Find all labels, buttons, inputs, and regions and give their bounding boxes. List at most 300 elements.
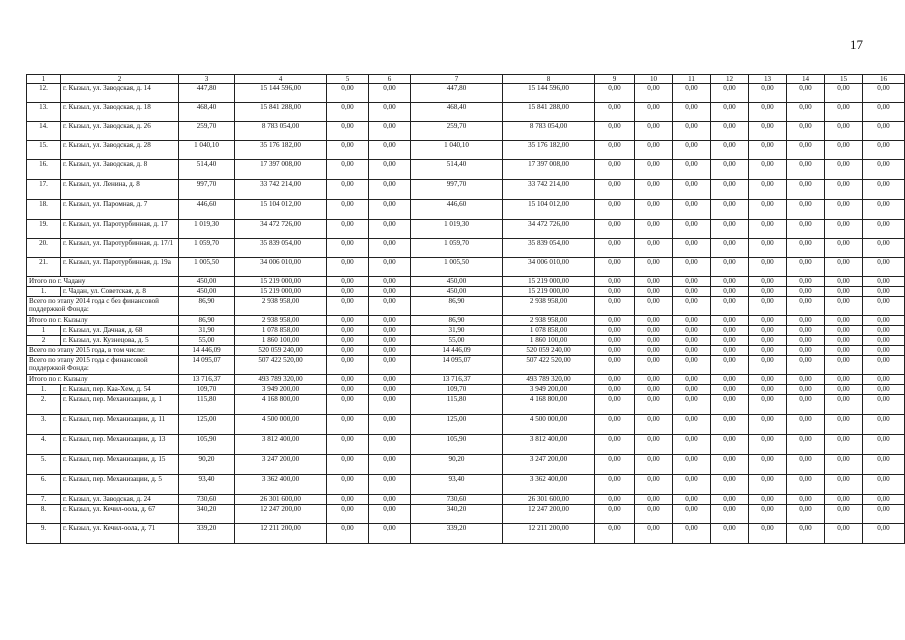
value-cell: 0,00 (369, 415, 411, 435)
value-cell: 0,00 (787, 287, 825, 297)
value-cell: 0,00 (635, 160, 673, 180)
value-cell: 0,00 (635, 220, 673, 239)
subtotal-row (27, 356, 905, 375)
value-cell: 86,90 (179, 316, 235, 326)
value-cell: 0,00 (673, 103, 711, 122)
value-cell: 0,00 (673, 385, 711, 395)
value-cell: 0,00 (863, 180, 905, 200)
value-cell: 109,70 (179, 385, 235, 395)
table-row (27, 336, 905, 346)
value-cell: 0,00 (863, 287, 905, 297)
value-cell: 0,00 (711, 316, 749, 326)
value-cell: 0,00 (711, 356, 749, 375)
value-cell: 0,00 (673, 239, 711, 258)
value-cell: 0,00 (711, 160, 749, 180)
row-number: 2 (27, 336, 61, 346)
value-cell: 0,00 (595, 258, 635, 277)
value-cell: 0,00 (825, 455, 863, 475)
value-cell: 0,00 (595, 277, 635, 287)
value-cell: 0,00 (595, 180, 635, 200)
value-cell: 15 841 288,00 (503, 103, 595, 122)
value-cell: 26 301 600,00 (235, 495, 327, 505)
value-cell: 0,00 (673, 356, 711, 375)
value-cell: 0,00 (595, 326, 635, 336)
value-cell: 0,00 (635, 505, 673, 524)
address-cell: г. Кызыл, ул. Дачная, д. 68 (61, 326, 179, 336)
value-cell: 0,00 (787, 356, 825, 375)
value-cell: 0,00 (673, 435, 711, 455)
value-cell: 1 078 858,00 (235, 326, 327, 336)
subtotal-row (27, 346, 905, 356)
value-cell: 0,00 (595, 103, 635, 122)
value-cell: 0,00 (673, 455, 711, 475)
value-cell: 0,00 (749, 435, 787, 455)
value-cell: 0,00 (369, 141, 411, 160)
value-cell: 35 176 182,00 (235, 141, 327, 160)
value-cell: 15 104 012,00 (235, 200, 327, 220)
value-cell: 17 397 008,00 (503, 160, 595, 180)
value-cell: 4 500 000,00 (503, 415, 595, 435)
table-row (27, 103, 905, 122)
value-cell: 3 812 400,00 (235, 435, 327, 455)
value-cell: 115,80 (411, 395, 503, 415)
value-cell: 0,00 (635, 346, 673, 356)
value-cell: 0,00 (711, 84, 749, 103)
value-cell: 0,00 (327, 287, 369, 297)
value-cell: 0,00 (749, 287, 787, 297)
value-cell: 0,00 (787, 84, 825, 103)
header-cell: 13 (749, 75, 787, 84)
value-cell: 0,00 (863, 316, 905, 326)
value-cell: 0,00 (711, 475, 749, 495)
value-cell: 0,00 (863, 455, 905, 475)
value-cell: 0,00 (635, 524, 673, 544)
value-cell: 0,00 (327, 356, 369, 375)
value-cell: 0,00 (369, 524, 411, 544)
row-number: 17. (27, 180, 61, 200)
value-cell: 15 144 596,00 (235, 84, 327, 103)
value-cell: 0,00 (673, 180, 711, 200)
value-cell: 0,00 (749, 395, 787, 415)
value-cell: 0,00 (327, 297, 369, 316)
page-number: 17 (850, 37, 863, 52)
value-cell: 0,00 (673, 475, 711, 495)
value-cell: 2 938 958,00 (503, 316, 595, 326)
row-number: 5. (27, 455, 61, 475)
header-cell: 6 (369, 75, 411, 84)
row-number: 21. (27, 258, 61, 277)
value-cell: 125,00 (411, 415, 503, 435)
value-cell: 2 938 958,00 (503, 297, 595, 316)
table-row (27, 524, 905, 544)
subtotal-row (27, 375, 905, 385)
value-cell: 0,00 (749, 180, 787, 200)
table-row (27, 326, 905, 336)
value-cell: 0,00 (635, 326, 673, 336)
value-cell: 90,20 (411, 455, 503, 475)
value-cell: 13 716,37 (411, 375, 503, 385)
value-cell: 33 742 214,00 (503, 180, 595, 200)
value-cell: 0,00 (825, 435, 863, 455)
value-cell: 0,00 (711, 103, 749, 122)
value-cell: 0,00 (711, 220, 749, 239)
value-cell: 0,00 (863, 258, 905, 277)
value-cell: 4 500 000,00 (235, 415, 327, 435)
value-cell: 15 219 000,00 (503, 277, 595, 287)
value-cell: 93,40 (411, 475, 503, 495)
value-cell: 0,00 (825, 316, 863, 326)
value-cell: 0,00 (749, 385, 787, 395)
value-cell: 997,70 (411, 180, 503, 200)
value-cell: 0,00 (635, 287, 673, 297)
value-cell: 0,00 (327, 495, 369, 505)
row-number: 16. (27, 160, 61, 180)
value-cell: 0,00 (863, 375, 905, 385)
value-cell: 3 362 400,00 (235, 475, 327, 495)
value-cell: 0,00 (863, 524, 905, 544)
value-cell: 0,00 (327, 375, 369, 385)
row-number: 9. (27, 524, 61, 544)
value-cell: 0,00 (787, 258, 825, 277)
value-cell: 0,00 (635, 180, 673, 200)
value-cell: 0,00 (635, 495, 673, 505)
value-cell: 0,00 (595, 346, 635, 356)
header-cell: 2 (61, 75, 179, 84)
value-cell: 1 078 858,00 (503, 326, 595, 336)
value-cell: 0,00 (825, 326, 863, 336)
value-cell: 0,00 (635, 415, 673, 435)
value-cell: 0,00 (711, 200, 749, 220)
row-number: 19. (27, 220, 61, 239)
table-body (27, 75, 905, 544)
value-cell: 0,00 (369, 160, 411, 180)
value-cell: 31,90 (411, 326, 503, 336)
value-cell: 0,00 (863, 141, 905, 160)
value-cell: 0,00 (369, 316, 411, 326)
value-cell: 1 059,70 (179, 239, 235, 258)
value-cell: 0,00 (711, 277, 749, 287)
row-number: 15. (27, 141, 61, 160)
value-cell: 15 219 000,00 (235, 277, 327, 287)
value-cell: 450,00 (411, 277, 503, 287)
value-cell: 3 362 400,00 (503, 475, 595, 495)
value-cell: 0,00 (749, 277, 787, 287)
value-cell: 0,00 (749, 316, 787, 326)
value-cell: 13 716,37 (179, 375, 235, 385)
value-cell: 0,00 (327, 336, 369, 346)
value-cell: 0,00 (327, 475, 369, 495)
address-cell: г. Кызыл, ул. Кузнецова, д. 5 (61, 336, 179, 346)
value-cell: 109,70 (411, 385, 503, 395)
value-cell: 0,00 (787, 455, 825, 475)
value-cell: 0,00 (327, 455, 369, 475)
value-cell: 0,00 (369, 395, 411, 415)
value-cell: 12 211 200,00 (235, 524, 327, 544)
value-cell: 0,00 (635, 200, 673, 220)
value-cell: 0,00 (673, 220, 711, 239)
address-cell: г. Кызыл, ул. Паромная, д. 7 (61, 200, 179, 220)
value-cell: 0,00 (711, 455, 749, 475)
value-cell: 0,00 (595, 220, 635, 239)
value-cell: 0,00 (749, 200, 787, 220)
value-cell: 0,00 (825, 287, 863, 297)
table-row (27, 455, 905, 475)
value-cell: 0,00 (711, 495, 749, 505)
value-cell: 0,00 (863, 122, 905, 141)
header-row (27, 75, 905, 84)
value-cell: 450,00 (179, 277, 235, 287)
row-number: 3. (27, 415, 61, 435)
value-cell: 468,40 (411, 103, 503, 122)
header-cell: 1 (27, 75, 61, 84)
value-cell: 0,00 (863, 277, 905, 287)
value-cell: 0,00 (711, 385, 749, 395)
value-cell: 0,00 (749, 122, 787, 141)
value-cell: 0,00 (863, 84, 905, 103)
value-cell: 0,00 (863, 297, 905, 316)
value-cell: 730,60 (179, 495, 235, 505)
address-cell: г. Кызыл, ул. Ленина, д. 8 (61, 180, 179, 200)
value-cell: 0,00 (787, 297, 825, 316)
value-cell: 0,00 (673, 524, 711, 544)
row-number: 7. (27, 495, 61, 505)
value-cell: 0,00 (749, 336, 787, 346)
value-cell: 0,00 (369, 455, 411, 475)
value-cell: 0,00 (863, 326, 905, 336)
value-cell: 1 005,50 (179, 258, 235, 277)
value-cell: 0,00 (749, 495, 787, 505)
value-cell: 0,00 (327, 239, 369, 258)
header-cell: 3 (179, 75, 235, 84)
value-cell: 446,60 (411, 200, 503, 220)
header-cell: 4 (235, 75, 327, 84)
value-cell: 0,00 (749, 220, 787, 239)
value-cell: 0,00 (787, 375, 825, 385)
value-cell: 0,00 (863, 415, 905, 435)
value-cell: 0,00 (787, 435, 825, 455)
value-cell: 86,90 (411, 316, 503, 326)
value-cell: 0,00 (825, 524, 863, 544)
value-cell: 0,00 (369, 326, 411, 336)
address-cell: г. Кызыл, ул. Заводская, д. 26 (61, 122, 179, 141)
subtotal-label: Всего по этапу 2015 года с финансовой поддержкой Фонда: (27, 356, 179, 375)
table-row (27, 435, 905, 455)
value-cell: 0,00 (595, 141, 635, 160)
value-cell: 0,00 (673, 316, 711, 326)
value-cell: 0,00 (673, 297, 711, 316)
value-cell: 450,00 (179, 287, 235, 297)
value-cell: 0,00 (825, 200, 863, 220)
value-cell: 0,00 (825, 495, 863, 505)
subtotal-row (27, 297, 905, 316)
value-cell: 0,00 (595, 160, 635, 180)
value-cell: 0,00 (595, 356, 635, 375)
value-cell: 115,80 (179, 395, 235, 415)
header-cell: 8 (503, 75, 595, 84)
address-cell: г. Кызыл, пер. Механизации, д. 13 (61, 435, 179, 455)
subtotal-label: Итого по г. Кызылу (27, 375, 179, 385)
value-cell: 0,00 (863, 239, 905, 258)
table-row (27, 180, 905, 200)
value-cell: 0,00 (635, 239, 673, 258)
value-cell: 0,00 (711, 258, 749, 277)
value-cell: 0,00 (825, 122, 863, 141)
row-number: 8. (27, 505, 61, 524)
value-cell: 0,00 (825, 395, 863, 415)
value-cell: 0,00 (711, 326, 749, 336)
value-cell: 55,00 (179, 336, 235, 346)
table-row (27, 141, 905, 160)
value-cell: 0,00 (749, 475, 787, 495)
value-cell: 0,00 (673, 258, 711, 277)
value-cell: 0,00 (749, 84, 787, 103)
value-cell: 0,00 (749, 346, 787, 356)
value-cell: 0,00 (635, 395, 673, 415)
value-cell: 0,00 (711, 346, 749, 356)
row-number: 1 (27, 326, 61, 336)
value-cell: 0,00 (825, 415, 863, 435)
value-cell: 493 789 320,00 (503, 375, 595, 385)
value-cell: 0,00 (595, 455, 635, 475)
value-cell: 520 059 240,00 (235, 346, 327, 356)
value-cell: 1 860 100,00 (235, 336, 327, 346)
value-cell: 0,00 (327, 346, 369, 356)
subtotal-row (27, 277, 905, 287)
value-cell: 0,00 (863, 346, 905, 356)
value-cell: 0,00 (369, 258, 411, 277)
value-cell: 0,00 (369, 277, 411, 287)
value-cell: 997,70 (179, 180, 235, 200)
header-cell: 12 (711, 75, 749, 84)
header-cell: 10 (635, 75, 673, 84)
table-row (27, 475, 905, 495)
value-cell: 93,40 (179, 475, 235, 495)
address-cell: г. Кызыл, ул. Заводская, д. 24 (61, 495, 179, 505)
value-cell: 0,00 (369, 287, 411, 297)
table-row (27, 258, 905, 277)
value-cell: 0,00 (711, 287, 749, 297)
value-cell: 0,00 (673, 395, 711, 415)
address-cell: г. Кызыл, ул. Заводская, д. 28 (61, 141, 179, 160)
value-cell: 0,00 (369, 200, 411, 220)
address-cell: г. Кызыл, ул. Заводская, д. 18 (61, 103, 179, 122)
value-cell: 2 938 958,00 (235, 297, 327, 316)
value-cell: 0,00 (595, 475, 635, 495)
value-cell: 0,00 (327, 385, 369, 395)
table-row (27, 505, 905, 524)
value-cell: 0,00 (327, 435, 369, 455)
value-cell: 34 472 726,00 (235, 220, 327, 239)
value-cell: 0,00 (369, 356, 411, 375)
value-cell: 0,00 (711, 395, 749, 415)
value-cell: 17 397 008,00 (235, 160, 327, 180)
value-cell: 0,00 (327, 103, 369, 122)
table-row (27, 122, 905, 141)
value-cell: 0,00 (863, 220, 905, 239)
value-cell: 0,00 (673, 141, 711, 160)
subtotal-label: Всего по этапу 2015 года, в том числе: (27, 346, 179, 356)
value-cell: 105,90 (411, 435, 503, 455)
value-cell: 0,00 (825, 239, 863, 258)
value-cell: 3 949 200,00 (503, 385, 595, 395)
value-cell: 0,00 (595, 415, 635, 435)
row-number: 18. (27, 200, 61, 220)
value-cell: 468,40 (179, 103, 235, 122)
value-cell: 0,00 (595, 336, 635, 346)
header-cell: 16 (863, 75, 905, 84)
value-cell: 0,00 (711, 524, 749, 544)
value-cell: 0,00 (863, 495, 905, 505)
value-cell: 2 938 958,00 (235, 316, 327, 326)
table-row (27, 200, 905, 220)
value-cell: 0,00 (673, 84, 711, 103)
value-cell: 0,00 (673, 415, 711, 435)
value-cell: 0,00 (787, 475, 825, 495)
value-cell: 0,00 (369, 84, 411, 103)
value-cell: 0,00 (863, 395, 905, 415)
value-cell: 0,00 (787, 122, 825, 141)
value-cell: 0,00 (863, 103, 905, 122)
value-cell: 0,00 (327, 180, 369, 200)
value-cell: 0,00 (635, 141, 673, 160)
value-cell: 3 949 200,00 (235, 385, 327, 395)
address-cell: г. Кызыл, пер. Механизации, д. 15 (61, 455, 179, 475)
value-cell: 0,00 (787, 395, 825, 415)
value-cell: 0,00 (825, 180, 863, 200)
value-cell: 0,00 (673, 336, 711, 346)
value-cell: 33 742 214,00 (235, 180, 327, 200)
address-cell: г. Кызыл, ул. Заводская, д. 14 (61, 84, 179, 103)
value-cell: 0,00 (327, 415, 369, 435)
value-cell: 0,00 (673, 277, 711, 287)
value-cell: 0,00 (595, 505, 635, 524)
value-cell: 15 219 000,00 (235, 287, 327, 297)
value-cell: 0,00 (749, 505, 787, 524)
value-cell: 0,00 (595, 524, 635, 544)
value-cell: 35 839 054,00 (503, 239, 595, 258)
value-cell: 31,90 (179, 326, 235, 336)
value-cell: 0,00 (595, 375, 635, 385)
value-cell: 493 789 320,00 (235, 375, 327, 385)
value-cell: 0,00 (787, 415, 825, 435)
value-cell: 0,00 (787, 336, 825, 346)
value-cell: 0,00 (863, 160, 905, 180)
value-cell: 0,00 (369, 495, 411, 505)
value-cell: 1 005,50 (411, 258, 503, 277)
address-cell: г. Кызыл, ул. Заводская, д. 8 (61, 160, 179, 180)
value-cell: 0,00 (711, 239, 749, 258)
value-cell: 0,00 (863, 336, 905, 346)
value-cell: 4 168 800,00 (235, 395, 327, 415)
subtotal-label: Итого по г. Кызылу (27, 316, 179, 326)
value-cell: 514,40 (411, 160, 503, 180)
value-cell: 0,00 (749, 103, 787, 122)
value-cell: 15 841 288,00 (235, 103, 327, 122)
value-cell: 0,00 (787, 103, 825, 122)
row-number: 20. (27, 239, 61, 258)
value-cell: 0,00 (327, 395, 369, 415)
value-cell: 0,00 (673, 326, 711, 336)
value-cell: 0,00 (787, 505, 825, 524)
value-cell: 0,00 (863, 356, 905, 375)
value-cell: 0,00 (369, 180, 411, 200)
header-cell: 11 (673, 75, 711, 84)
value-cell: 507 422 520,00 (503, 356, 595, 375)
table-row (27, 395, 905, 415)
value-cell: 0,00 (595, 122, 635, 141)
value-cell: 0,00 (369, 385, 411, 395)
value-cell: 0,00 (711, 375, 749, 385)
